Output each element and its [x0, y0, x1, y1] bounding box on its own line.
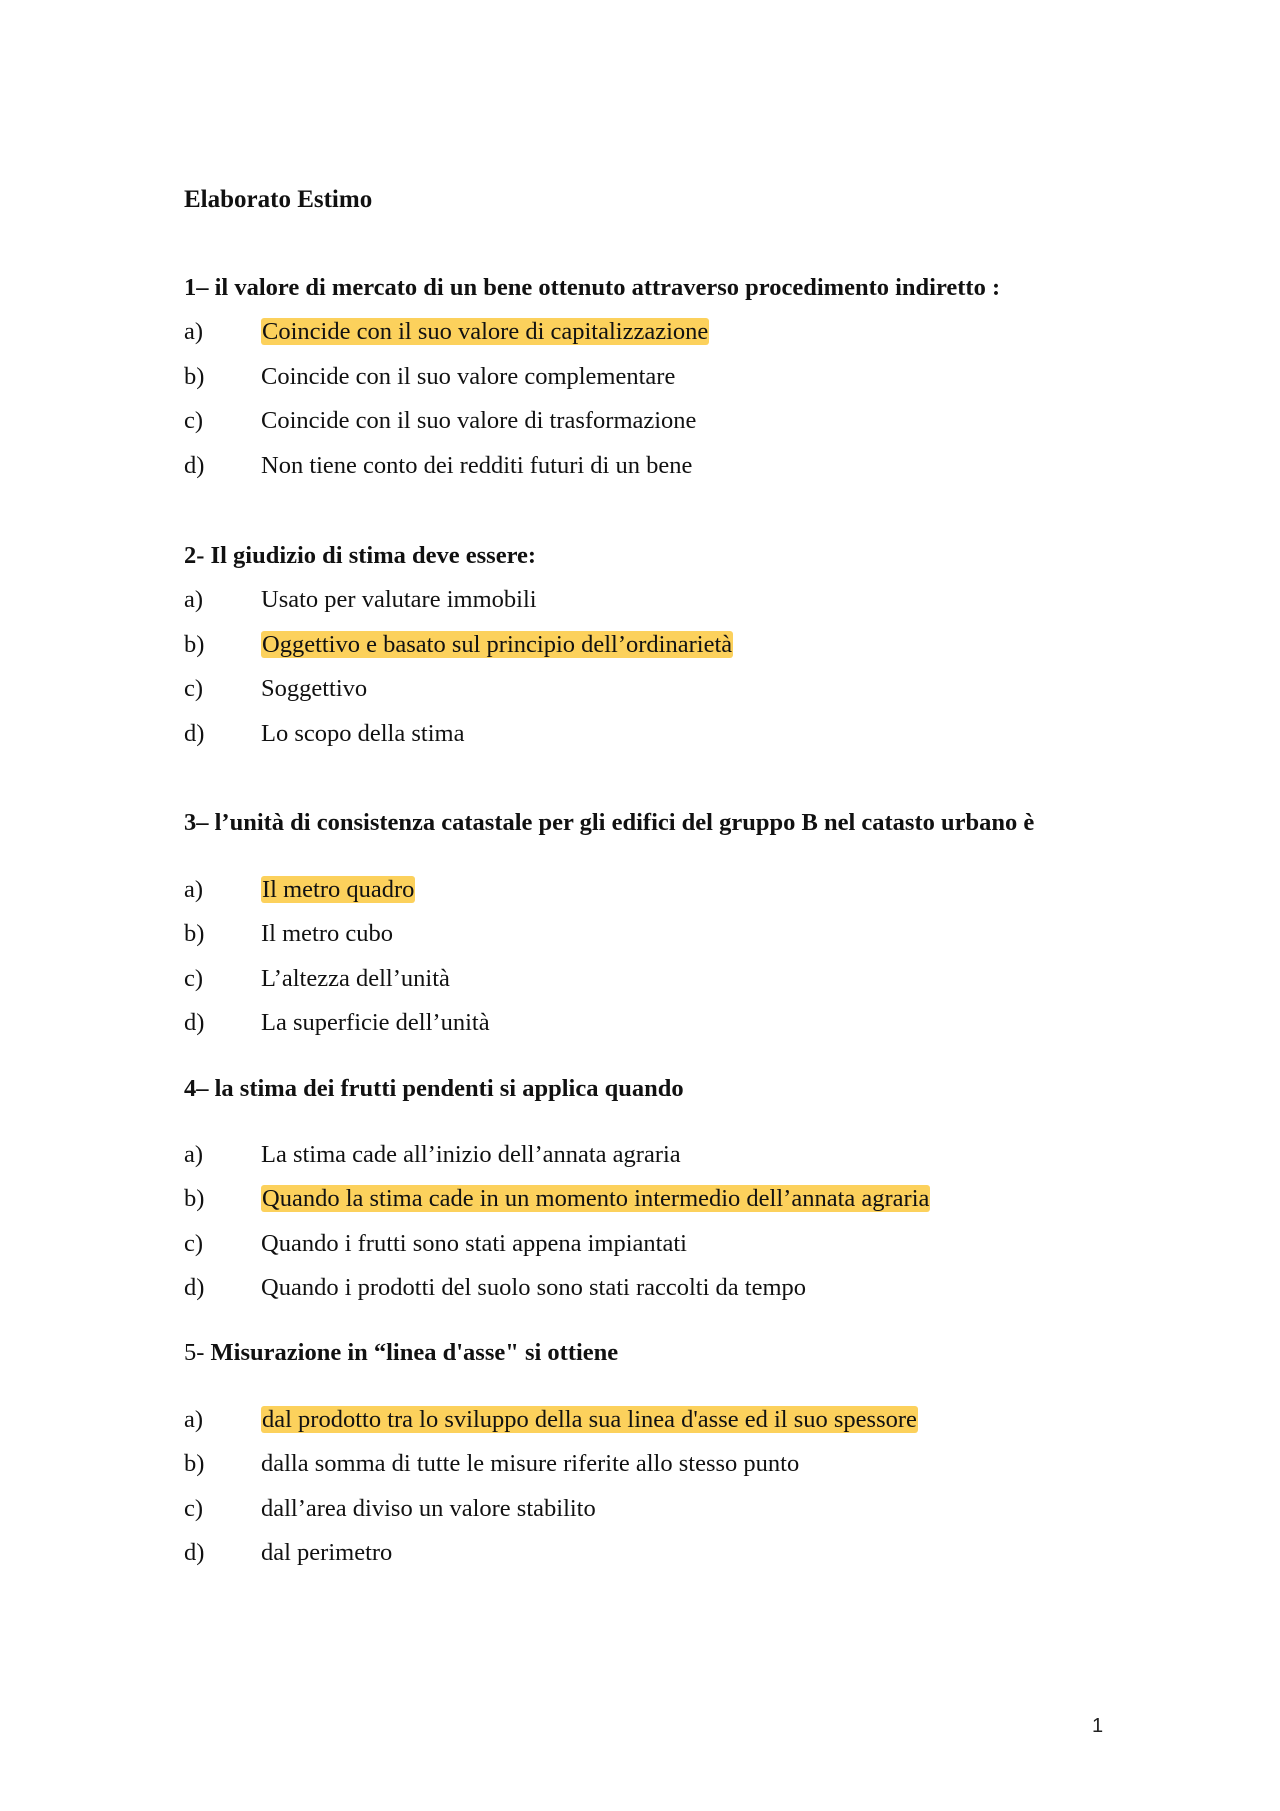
option-text: Soggettivo	[261, 675, 368, 702]
page-number: 1	[1092, 1715, 1104, 1737]
option-letter: a)	[184, 1406, 204, 1433]
question-number: 3–	[184, 809, 209, 836]
option-letter: c)	[184, 1230, 204, 1257]
option-text-highlighted: dal prodotto tra lo sviluppo della sua linea d'asse ed il suo spessore	[262, 1406, 917, 1433]
question-4-option-d	[184, 1273, 806, 1303]
option-text: La superficie dell’unità	[261, 1009, 490, 1036]
option-letter: c)	[184, 675, 204, 702]
option-letter: d)	[184, 1539, 205, 1566]
question-number: 5-	[184, 1339, 205, 1366]
option-text: dal perimetro	[261, 1539, 393, 1566]
option-letter: a)	[184, 318, 204, 345]
option-text-highlighted: Coincide con il suo valore di capitalizzazione	[262, 318, 709, 345]
option-text: dall’area diviso un valore stabilito	[261, 1495, 596, 1522]
document-title: Elaborato Estimo	[184, 186, 373, 213]
option-letter: d)	[184, 452, 205, 479]
option-letter: d)	[184, 1009, 205, 1036]
option-letter: c)	[184, 1495, 204, 1522]
option-text: La stima cade all’inizio dell’annata agraria	[261, 1141, 681, 1168]
question-number: 2-	[184, 542, 205, 569]
question-text: Il giudizio di stima deve essere:	[210, 542, 537, 569]
option-text: Usato per valutare immobili	[261, 586, 537, 613]
question-text: il valore di mercato di un bene ottenuto attraverso procedimento indiretto :	[214, 274, 1001, 301]
option-letter: b)	[184, 363, 205, 390]
option-text: L’altezza dell’unità	[261, 965, 450, 992]
question-2-option-a	[184, 585, 537, 615]
option-text-highlighted: Il metro quadro	[262, 876, 415, 903]
option-text: Coincide con il suo valore di trasformazione	[261, 407, 697, 434]
question-number: 4–	[184, 1075, 209, 1102]
question-5-option-b	[184, 1449, 799, 1479]
option-letter: b)	[184, 631, 205, 658]
question-1-option-a	[184, 317, 709, 347]
option-letter: a)	[184, 586, 204, 613]
option-text: Quando i frutti sono stati appena impiantati	[261, 1230, 687, 1257]
option-letter: d)	[184, 720, 205, 747]
option-text-highlighted: Oggettivo e basato sul principio dell’ordinarietà	[262, 631, 733, 658]
question-1-option-b	[184, 362, 675, 392]
question-5-option-c	[184, 1494, 596, 1524]
question-number: 1–	[184, 274, 209, 301]
question-5-heading	[184, 1338, 618, 1368]
option-letter: a)	[184, 876, 204, 903]
question-text: Misurazione in “linea d'asse" si ottiene	[210, 1339, 619, 1366]
option-text: dalla somma di tutte le misure riferite allo stesso punto	[261, 1450, 800, 1477]
question-3-option-c	[184, 964, 450, 994]
option-text: Non tiene conto dei redditi futuri di un bene	[261, 452, 693, 479]
option-letter: c)	[184, 407, 204, 434]
question-text: la stima dei frutti pendenti si applica quando	[214, 1075, 684, 1102]
option-letter: c)	[184, 965, 204, 992]
option-text-highlighted: Quando la stima cade in un momento intermedio dell’annata agraria	[262, 1185, 930, 1212]
option-text: Coincide con il suo valore complementare	[261, 363, 676, 390]
question-4-option-b	[184, 1184, 930, 1214]
option-text: Quando i prodotti del suolo sono stati raccolti da tempo	[261, 1274, 807, 1301]
question-1-option-d	[184, 451, 692, 481]
option-letter: d)	[184, 1274, 205, 1301]
question-1-heading	[184, 273, 1000, 303]
question-2-option-d	[184, 719, 464, 749]
question-4-heading	[184, 1074, 684, 1104]
question-3-option-d	[184, 1008, 490, 1038]
question-5-option-a	[184, 1405, 918, 1435]
question-3-option-a	[184, 875, 415, 905]
question-2-heading	[184, 541, 536, 571]
question-text: l’unità di consistenza catastale per gli edifici del gruppo B nel catasto urbano è	[214, 809, 1035, 836]
option-letter: b)	[184, 1185, 205, 1212]
option-letter: b)	[184, 920, 205, 947]
option-letter: a)	[184, 1141, 204, 1168]
question-4-option-c	[184, 1229, 687, 1259]
question-1-option-c	[184, 406, 696, 436]
option-letter: b)	[184, 1450, 205, 1477]
option-text: Il metro cubo	[261, 920, 393, 947]
question-2-option-c	[184, 674, 367, 704]
question-4-option-a	[184, 1140, 681, 1170]
question-2-option-b	[184, 630, 733, 660]
question-3-option-b	[184, 919, 393, 949]
question-5-option-d	[184, 1538, 392, 1568]
question-3-heading	[184, 808, 1034, 838]
option-text: Lo scopo della stima	[261, 720, 465, 747]
